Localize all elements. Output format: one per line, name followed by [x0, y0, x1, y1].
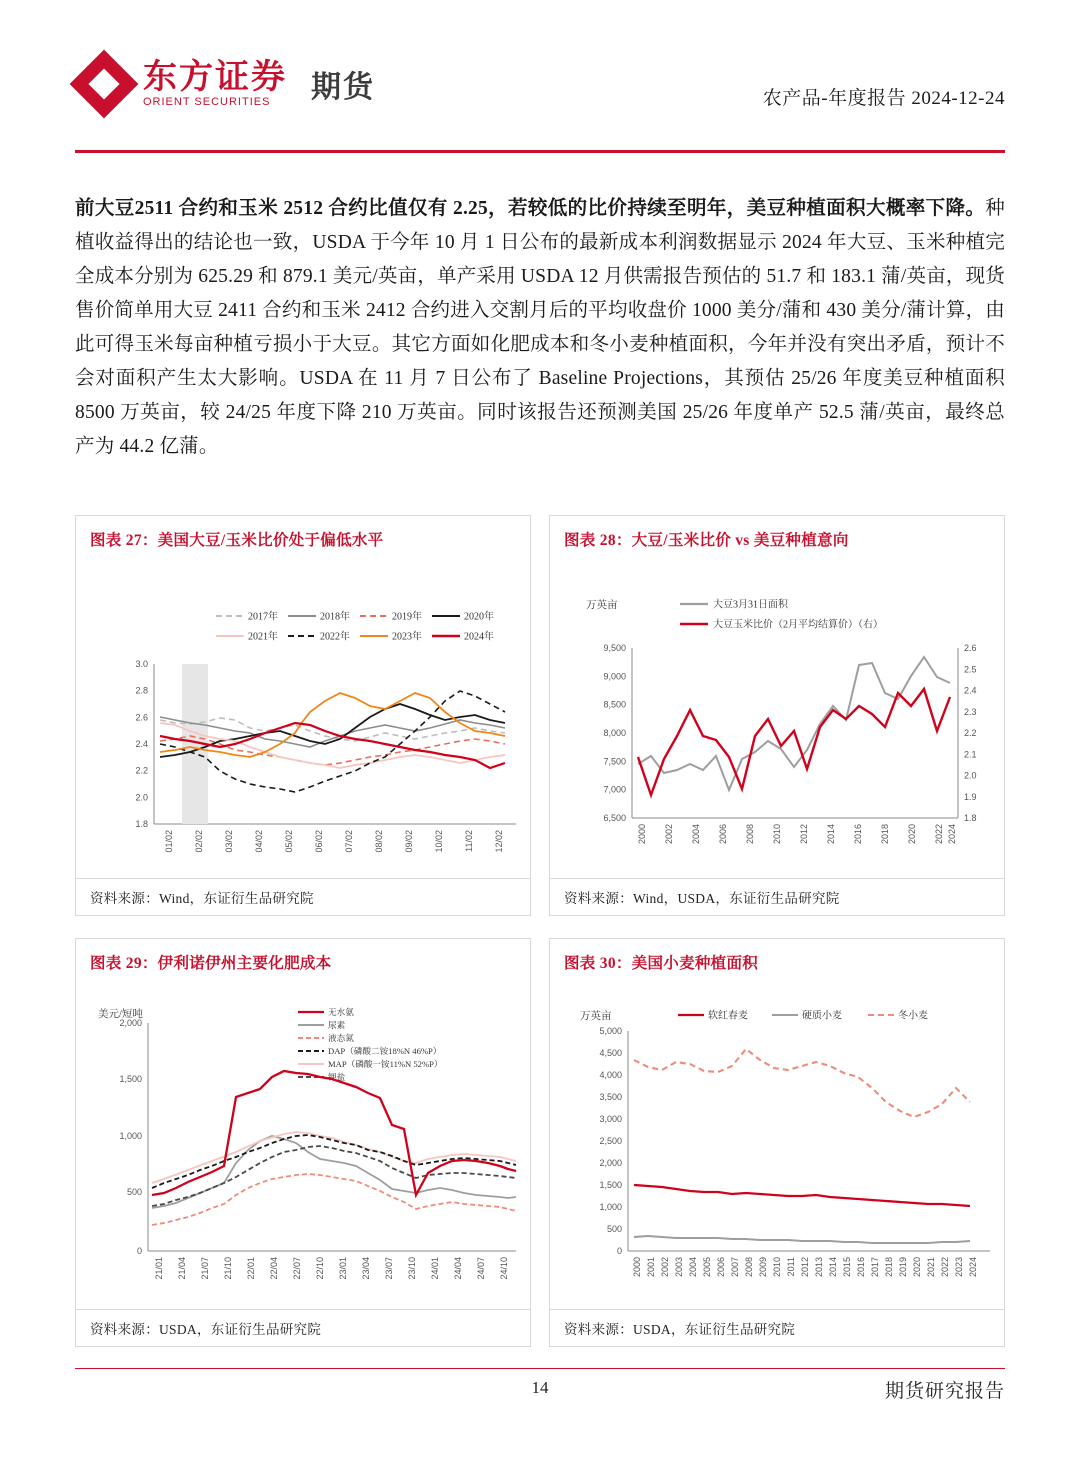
svg-text:2014: 2014: [826, 824, 836, 845]
svg-text:21/01: 21/01: [154, 1257, 164, 1280]
svg-text:2010: 2010: [772, 1257, 782, 1278]
svg-text:2.6: 2.6: [135, 712, 148, 723]
figure-30-title: 图表 30：美国小麦种植面积: [564, 955, 759, 972]
body-paragraph: [75, 192, 1005, 464]
svg-text:DAP（磷酸二铵18%N 46%P）: DAP（磷酸二铵18%N 46%P）: [328, 1046, 442, 1056]
page-header: [75, 55, 1005, 145]
figure-28-source: 资料来源：Wind，USDA，东证衍生品研究院: [550, 878, 1004, 915]
svg-text:2020: 2020: [912, 1257, 922, 1278]
svg-text:2,000: 2,000: [119, 1018, 142, 1028]
figure-27: [75, 515, 531, 916]
svg-text:大豆玉米比价（2月平均结算价）（右）: 大豆玉米比价（2月平均结算价）（右）: [713, 619, 883, 631]
svg-text:2018: 2018: [884, 1257, 894, 1278]
svg-text:2.8: 2.8: [135, 685, 148, 696]
svg-text:05/02: 05/02: [284, 830, 294, 853]
figure-29-source: 资料来源：USDA，东证衍生品研究院: [76, 1309, 530, 1346]
svg-text:5,000: 5,000: [599, 1026, 622, 1036]
svg-text:2.1: 2.1: [964, 749, 977, 760]
svg-text:冬小麦: 冬小麦: [898, 1010, 928, 1022]
svg-text:21/10: 21/10: [223, 1257, 233, 1280]
svg-text:22/07: 22/07: [292, 1257, 302, 1280]
svg-text:2010: 2010: [772, 824, 782, 845]
svg-text:2008: 2008: [745, 824, 755, 845]
svg-text:2.4: 2.4: [964, 685, 977, 696]
figure-28-title: 图表 28：大豆/玉米比价 vs 美豆种植意向: [564, 532, 849, 549]
svg-text:硬质小麦: 硬质小麦: [802, 1010, 842, 1022]
svg-text:2004: 2004: [688, 1257, 698, 1278]
svg-text:钾盐: 钾盐: [328, 1072, 346, 1082]
svg-text:2,000: 2,000: [599, 1158, 622, 1168]
svg-text:6,500: 6,500: [603, 813, 626, 823]
svg-text:尿素: 尿素: [328, 1020, 346, 1030]
svg-text:500: 500: [126, 1187, 142, 1197]
svg-text:0: 0: [616, 1246, 622, 1256]
svg-text:9,000: 9,000: [603, 671, 626, 682]
svg-text:2022: 2022: [940, 1257, 950, 1278]
svg-text:23/04: 23/04: [361, 1257, 371, 1280]
svg-text:22/04: 22/04: [269, 1257, 279, 1280]
svg-text:2023: 2023: [954, 1257, 964, 1278]
figure-30-chart: [550, 979, 1004, 1309]
svg-text:24/01: 24/01: [430, 1257, 440, 1280]
svg-text:液态氮: 液态氮: [328, 1033, 354, 1043]
svg-text:2016: 2016: [856, 1257, 866, 1278]
svg-text:2012: 2012: [800, 1257, 810, 1278]
svg-text:21/07: 21/07: [200, 1257, 210, 1280]
svg-text:2011: 2011: [786, 1257, 796, 1277]
header-divider: [75, 150, 1005, 153]
svg-text:2.0: 2.0: [964, 770, 977, 781]
document-meta: 农产品-年度报告 2024-12-24: [762, 88, 1005, 109]
svg-text:12/02: 12/02: [494, 830, 504, 853]
svg-text:2003: 2003: [674, 1257, 684, 1278]
figure-28: [549, 515, 1005, 916]
svg-text:04/02: 04/02: [254, 830, 264, 853]
svg-text:2.4: 2.4: [135, 739, 148, 749]
svg-text:2024: 2024: [947, 824, 957, 845]
svg-text:2024: 2024: [968, 1257, 978, 1278]
svg-text:大豆3月31日面积: 大豆3月31日面积: [713, 599, 788, 611]
svg-text:2.6: 2.6: [964, 643, 977, 653]
figure-29-chart: [76, 979, 530, 1309]
figure-29: [75, 938, 531, 1347]
orient-securities-logo-icon: [75, 55, 133, 113]
svg-text:万英亩: 万英亩: [580, 1011, 612, 1022]
svg-text:无水氨: 无水氨: [328, 1007, 354, 1017]
svg-text:2004: 2004: [691, 824, 701, 845]
svg-text:2020: 2020: [907, 824, 917, 845]
svg-text:11/02: 11/02: [464, 830, 474, 852]
figure-30: [549, 938, 1005, 1347]
svg-text:1.8: 1.8: [964, 813, 977, 823]
svg-text:2001: 2001: [646, 1257, 656, 1278]
brand-name-cn: 东方证券: [143, 59, 287, 97]
svg-text:24/07: 24/07: [476, 1257, 486, 1280]
svg-text:03/02: 03/02: [224, 830, 234, 853]
svg-text:2.0: 2.0: [135, 792, 148, 803]
svg-text:3,000: 3,000: [599, 1114, 622, 1124]
svg-text:22/10: 22/10: [315, 1257, 325, 1280]
svg-text:2020年: 2020年: [464, 611, 494, 623]
figure-27-source: 资料来源：Wind，东证衍生品研究院: [76, 878, 530, 915]
svg-text:2017年: 2017年: [248, 611, 278, 623]
svg-text:2009: 2009: [758, 1257, 768, 1278]
footer-label: 期货研究报告: [884, 1381, 1005, 1402]
figure-30-source: 资料来源：USDA，东证衍生品研究院: [550, 1309, 1004, 1346]
svg-text:3.0: 3.0: [135, 659, 148, 669]
svg-text:06/02: 06/02: [314, 830, 324, 853]
figure-row-top: [75, 515, 1005, 916]
svg-text:22/01: 22/01: [246, 1257, 256, 1280]
figures-grid: [75, 515, 1005, 1369]
svg-text:2,500: 2,500: [599, 1136, 622, 1146]
svg-text:2006: 2006: [716, 1257, 726, 1278]
svg-text:4,000: 4,000: [599, 1070, 622, 1080]
svg-text:3,500: 3,500: [599, 1092, 622, 1102]
svg-text:2.5: 2.5: [964, 664, 977, 675]
svg-text:MAP（磷酸一铵11%N 52%P）: MAP（磷酸一铵11%N 52%P）: [328, 1059, 443, 1069]
svg-text:2022: 2022: [934, 824, 944, 845]
svg-text:08/02: 08/02: [374, 830, 384, 853]
brand-text: [143, 60, 287, 108]
svg-text:9,500: 9,500: [603, 643, 626, 653]
figure-row-bottom: [75, 938, 1005, 1347]
svg-text:2014: 2014: [828, 1257, 838, 1278]
footer-divider: [75, 1368, 1005, 1369]
figure-29-title: 图表 29：伊利诺伊州主要化肥成本: [90, 955, 332, 972]
svg-text:万英亩: 万英亩: [586, 600, 618, 611]
svg-text:0: 0: [136, 1246, 142, 1256]
svg-text:09/02: 09/02: [404, 830, 414, 853]
svg-text:2000: 2000: [632, 1257, 642, 1278]
svg-text:2021: 2021: [926, 1257, 936, 1278]
svg-text:2016: 2016: [853, 824, 863, 845]
svg-text:2.2: 2.2: [135, 765, 148, 776]
svg-text:1.9: 1.9: [964, 791, 977, 802]
brand-division: 期货: [311, 71, 375, 104]
svg-text:2022年: 2022年: [320, 631, 350, 643]
svg-text:1,000: 1,000: [599, 1202, 622, 1212]
svg-text:7,000: 7,000: [603, 784, 626, 795]
svg-text:2008: 2008: [744, 1257, 754, 1278]
svg-text:01/02: 01/02: [164, 830, 174, 853]
svg-text:软红春麦: 软红春麦: [708, 1010, 748, 1022]
svg-text:1.8: 1.8: [135, 819, 148, 829]
svg-text:2023年: 2023年: [392, 631, 422, 643]
svg-text:2024年: 2024年: [464, 631, 494, 643]
svg-text:500: 500: [606, 1224, 622, 1234]
svg-text:7,500: 7,500: [603, 756, 626, 767]
page-number: 14: [531, 1378, 549, 1397]
svg-text:2019年: 2019年: [392, 611, 422, 623]
svg-text:2.3: 2.3: [964, 706, 977, 717]
figure-28-chart: [550, 556, 1004, 878]
svg-text:24/10: 24/10: [499, 1257, 509, 1280]
figure-27-chart: [76, 556, 530, 878]
svg-text:23/01: 23/01: [338, 1257, 348, 1280]
svg-text:8,000: 8,000: [603, 728, 626, 738]
svg-text:2006: 2006: [718, 824, 728, 845]
svg-text:4,500: 4,500: [599, 1048, 622, 1058]
svg-text:2007: 2007: [730, 1257, 740, 1278]
svg-text:8,500: 8,500: [603, 699, 626, 710]
svg-text:2002: 2002: [660, 1257, 670, 1278]
svg-text:23/07: 23/07: [384, 1257, 394, 1280]
svg-text:美元/短吨: 美元/短吨: [98, 1009, 143, 1020]
svg-text:2021年: 2021年: [248, 631, 278, 643]
svg-text:2002: 2002: [664, 824, 674, 845]
svg-text:23/10: 23/10: [407, 1257, 417, 1280]
svg-text:2019: 2019: [898, 1257, 908, 1278]
svg-text:21/04: 21/04: [177, 1257, 187, 1280]
body-paragraph-bold: 前大豆2511 合约和玉米 2512 合约比值仅有 2.25，若较低的比价持续至明年，美豆种植面积大概率下降。: [75, 198, 986, 219]
svg-text:07/02: 07/02: [344, 830, 354, 853]
svg-text:02/02: 02/02: [194, 830, 204, 853]
svg-text:24/04: 24/04: [453, 1257, 463, 1280]
svg-text:2005: 2005: [702, 1257, 712, 1278]
figure-27-title: 图表 27：美国大豆/玉米比价处于偏低水平: [90, 532, 384, 549]
svg-text:2000: 2000: [637, 824, 647, 845]
brand-name-en: ORIENT SECURITIES: [143, 95, 271, 108]
svg-text:2.2: 2.2: [964, 728, 977, 738]
body-paragraph-rest: 种植收益得出的结论也一致，USDA 于今年 10 月 1 日公布的最新成本利润数据显示 2024 年大豆、玉米种植完全成本分别为 625.29 和 879.1 美元/英亩，单产采用 USDA 12 月供需报告预估的 51.7 和 183.1 蒲/英亩，现货售价简单用大豆 2411 合约和玉米 2412 合约进入交割月后的平均收盘价 1000 美分/蒲和 430 美分/蒲计算，由此可得玉米每亩种植亏损小于大豆。其它方面如化肥成本和冬小麦种植面积，今年并没有突出矛盾，预计不会对面积产生太大影响。USDA 在 11 月 7 日公布了 Baseline Projections，其预估 25/26 年度美豆种植面积 8500 万英亩，较 24/25 年度下降 210 万英亩。同时该报告还预测美国 25/26 年度单产 52.5 蒲/英亩，最终总产为 44.2 亿蒲。: [75, 198, 1005, 457]
svg-text:2018年: 2018年: [320, 611, 350, 623]
svg-text:2015: 2015: [842, 1257, 852, 1278]
svg-text:1,500: 1,500: [119, 1074, 142, 1084]
svg-text:2012: 2012: [799, 824, 809, 845]
svg-text:2017: 2017: [870, 1257, 880, 1278]
svg-text:1,500: 1,500: [599, 1180, 622, 1190]
svg-text:10/02: 10/02: [434, 830, 444, 853]
svg-text:2013: 2013: [814, 1257, 824, 1278]
svg-text:1,000: 1,000: [119, 1131, 142, 1141]
svg-text:2018: 2018: [880, 824, 890, 845]
